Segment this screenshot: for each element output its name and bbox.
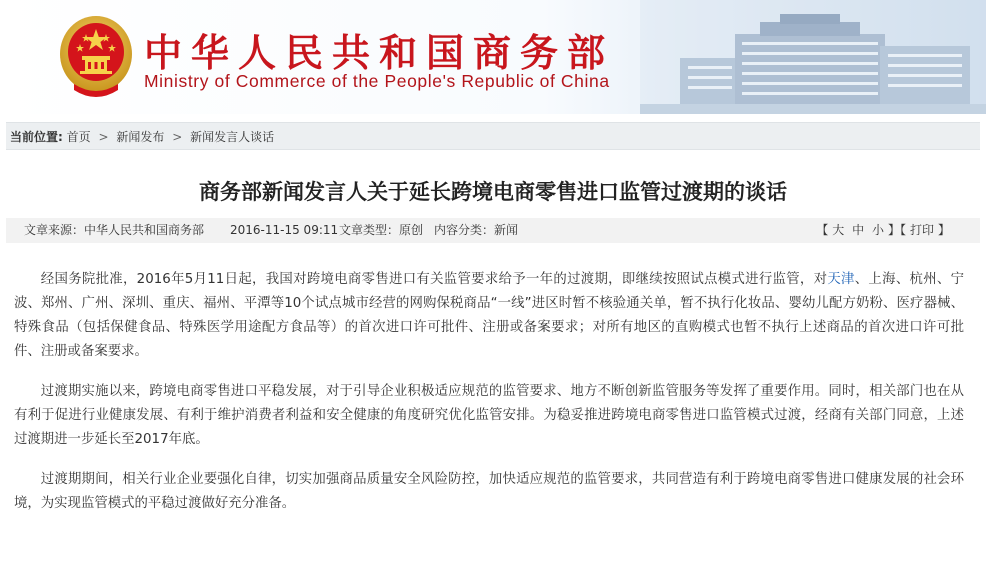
article-paragraph-2: 过渡期实施以来，跨境电商零售进口平稳发展，对于引导企业积极适应规范的监管要求、地方不断创新监管服务等发挥了重要作用。同时，相关部门也在从有利于促进行业健康发展、有利于维护消费者利益和安全健康的角度研究优化监管安排。为稳妥推进跨境电商零售进口监管模式过渡，经商有关部门同意，上述过渡期进一步延长至2017年底。	[14, 384, 964, 447]
article-body	[14, 268, 964, 532]
tools-bracket-mid: 】【	[887, 223, 906, 237]
article-title: 商务部新闻发言人关于延长跨境电商零售进口监管过渡期的谈话	[199, 180, 787, 204]
breadcrumb	[6, 122, 980, 150]
article-type: 文章类型：原创	[339, 223, 424, 237]
breadcrumb-label: 当前位置:	[10, 130, 63, 144]
tianjin-link[interactable]: 天津	[827, 272, 855, 287]
article-date: 2016-11-15 09:11	[230, 223, 339, 237]
article-meta	[6, 218, 980, 243]
font-size-medium-link[interactable]: 中	[852, 223, 865, 237]
paragraph-1-text-a: 经国务院批准，2016年5月11日起，我国对跨境电商零售进口有关监管要求给予一年的过渡期，即继续按照试点模式进行监管，对	[40, 272, 828, 287]
site-title-cn: 中华人民共和国商务部	[144, 31, 615, 75]
national-emblem-icon	[58, 12, 134, 98]
site-title-en: Ministry of Commerce of the People's Republic of China	[144, 71, 610, 91]
tools-bracket-open: 【	[816, 223, 829, 237]
article-category: 内容分类：新闻	[434, 223, 519, 237]
article-paragraph-1	[14, 268, 964, 364]
paragraph-1-text-b: 、上海、杭州、宁波、郑州、广州、深圳、重庆、福州、平潭等10个试点城市经营的网购保税商品“一线”进区时暂不核验通关单，暂不执行化妆品、婴幼儿配方奶粉、医疗器械、特殊食品（包括保健食品、特殊医学用途配方食品等）的首次进口许可批件、注册或备案要求；对所有地区的直购模式也暂不执行上述商品的首次进口许可批件、注册或备案要求。	[14, 272, 965, 359]
ministry-building-image	[640, 0, 986, 114]
article-tools	[814, 218, 952, 243]
article-paragraph-3: 过渡期期间，相关行业企业要强化自律，切实加强商品质量安全风险防控，加快适应规范的监管要求，共同营造有利于跨境电商零售进口健康发展的社会环境，为实现监管模式的平稳过渡做好充分准备。	[14, 472, 964, 511]
print-link[interactable]: 打印	[909, 223, 934, 237]
breadcrumb-separator: >	[98, 130, 109, 144]
breadcrumb-news-link[interactable]: 新闻发布	[116, 130, 165, 144]
breadcrumb-home-link[interactable]: 首页	[66, 130, 91, 144]
breadcrumb-separator: >	[172, 130, 183, 144]
breadcrumb-spokesperson-link[interactable]: 新闻发言人谈话	[190, 130, 275, 144]
font-size-small-link[interactable]: 小	[871, 223, 884, 237]
header-banner	[0, 0, 986, 114]
font-size-large-link[interactable]: 大	[832, 223, 845, 237]
tools-bracket-close: 】	[937, 223, 950, 237]
article-source: 文章来源：中华人民共和国商务部	[24, 223, 205, 237]
